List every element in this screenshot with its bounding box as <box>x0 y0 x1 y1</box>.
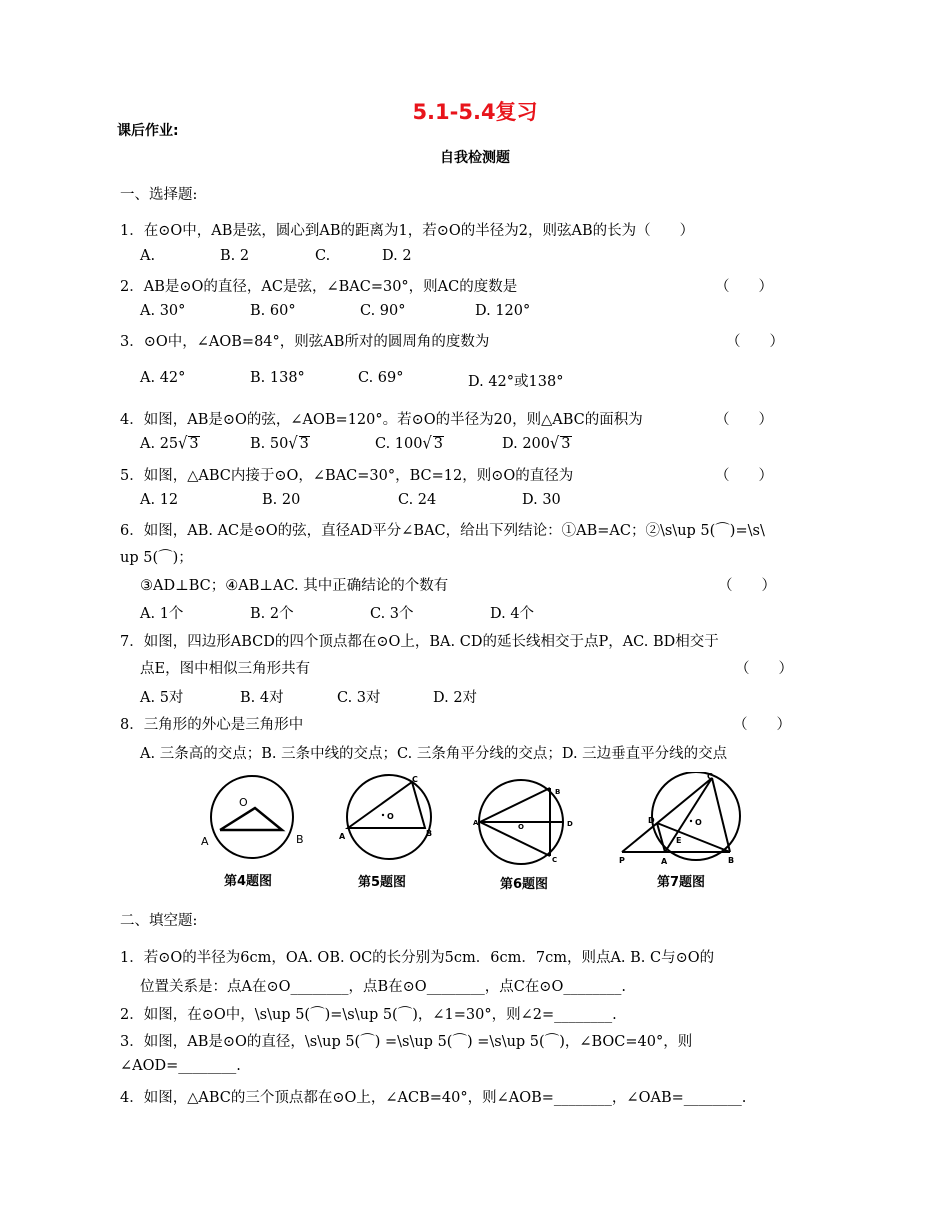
q6-option-c: C. 3个 <box>370 606 414 622</box>
q6-option-b: B. 2个 <box>250 606 294 622</box>
q7-line2: 点E，图中相似三角形共有 <box>140 661 311 677</box>
q8-options: A. 三条高的交点；B. 三条中线的交点；C. 三条角平分线的交点；D. 三边垂直平分线的交点 <box>140 746 728 762</box>
q4-option-b: B. 50√ 3 <box>250 434 309 454</box>
fig4-label-b: B <box>296 833 304 846</box>
figure-4 <box>201 776 304 858</box>
fig6-label-b: B <box>555 788 561 796</box>
q2-option-c: C. 90° <box>360 303 406 319</box>
fig7-label-o: O <box>695 818 702 827</box>
q4-paren: （ ） <box>715 412 773 428</box>
q2-option-b: B. 60° <box>250 303 296 319</box>
fig7-label-c: C <box>707 772 713 781</box>
fig7-caption: 第7题图 <box>657 875 706 890</box>
q3-option-c: C. 69° <box>358 370 404 386</box>
q5-paren: （ ） <box>715 468 773 484</box>
q2-option-d: D. 120° <box>475 303 531 319</box>
q2-paren: （ ） <box>715 279 773 295</box>
q7-option-c: C. 3对 <box>337 690 381 706</box>
q1-option-c: C. <box>315 248 331 264</box>
q4-option-d: D. 200√ 3 <box>502 434 571 454</box>
figures-panel <box>195 772 755 872</box>
fig7-label-e: E <box>676 836 682 845</box>
q1-text: 1．在⊙O中，AB是弦，圆心到AB的距离为1，若⊙O的半径为2，则弦AB的长为（ ） <box>120 223 695 239</box>
fill-q2-text: 2．如图，在⊙O中，\s\up 5(⌒)=\s\up 5(⌒)，∠1=30°，则∠2=________. <box>120 1007 617 1023</box>
q6-line3: ③AD⊥BC；④AB⊥AC. 其中正确结论的个数有 <box>140 578 449 594</box>
fig4-caption: 第4题图 <box>224 874 273 889</box>
fig6-caption: 第6题图 <box>500 877 549 892</box>
page-title: 5.1-5.4复习 <box>412 100 538 124</box>
q8-text: 8．三角形的外心是三角形中 <box>120 717 304 733</box>
q4-option-a: A. 25√ 3 <box>140 434 199 454</box>
homework-label: 课后作业: <box>117 123 179 139</box>
fig6-label-a: A <box>473 819 479 827</box>
figure-7 <box>619 772 740 866</box>
q4-text: 4．如图，AB是⊙O的弦，∠AOB=120°。若⊙O的半径为20，则△ABC的面积为 <box>120 412 643 428</box>
fig4-label-o: O <box>239 796 248 809</box>
fig5-label-o: O <box>387 812 394 821</box>
q7-option-d: D. 2对 <box>433 690 478 706</box>
q5-text: 5．如图，△ABC内接于⊙O，∠BAC=30°，BC=12，则⊙O的直径为 <box>120 468 574 484</box>
fill-q3-line1: 3．如图，AB是⊙O的直径，\s\up 5(⌒) =\s\up 5(⌒) =\s\up 5(⌒)，∠BOC=40°，则 <box>120 1034 693 1050</box>
q7-option-a: A. 5对 <box>140 690 184 706</box>
figure-6 <box>473 780 573 864</box>
fig6-label-o: O <box>518 823 524 831</box>
fig6-label-d: D <box>567 820 573 828</box>
q3-option-b: B. 138° <box>250 370 305 386</box>
q6-paren: （ ） <box>718 578 776 594</box>
q5-option-b: B. 20 <box>262 492 301 508</box>
q6-option-a: A. 1个 <box>140 606 184 622</box>
fig7-label-a: A <box>661 857 668 866</box>
q3-text: 3．⊙O中，∠AOB=84°，则弦AB所对的圆周角的度数为 <box>120 334 490 350</box>
q1-option-b: B. 2 <box>220 248 250 264</box>
fig5-label-b: B <box>426 829 433 838</box>
q5-option-d: D. 30 <box>522 492 561 508</box>
q3-option-d: D. 42°或138° <box>468 374 564 390</box>
q6-line2: up 5(⌒)； <box>120 550 193 566</box>
section1-heading: 一、选择题: <box>120 187 198 203</box>
fill-q3-line2: ∠AOD=________. <box>120 1058 241 1074</box>
q5-option-c: C. 24 <box>398 492 437 508</box>
figure-5 <box>339 775 432 859</box>
q3-option-a: A. 42° <box>140 370 186 386</box>
q1-option-a: A. <box>140 248 156 264</box>
fig5-caption: 第5题图 <box>358 875 407 890</box>
fig4-label-a: A <box>201 835 209 848</box>
q8-paren: （ ） <box>733 717 791 733</box>
fill-q1-line1: 1．若⊙O的半径为6cm，OA. OB. OC的长分别为5cm．6cm．7cm，则点A. B. C与⊙O的 <box>120 950 715 966</box>
q3-paren: （ ） <box>726 334 784 350</box>
q1-option-d: D. 2 <box>382 248 412 264</box>
section2-heading: 二、填空题: <box>120 913 198 929</box>
fig7-label-p: P <box>619 856 625 865</box>
q6-option-d: D. 4个 <box>490 606 535 622</box>
fig5-label-a: A <box>339 832 346 841</box>
q2-option-a: A. 30° <box>140 303 186 319</box>
section-subtitle: 自我检测题 <box>440 150 510 166</box>
fig6-label-c: C <box>552 856 558 864</box>
q2-text: 2．AB是⊙O的直径，AC是弦，∠BAC=30°，则AC的度数是 <box>120 279 518 295</box>
q4-option-c: C. 100√ 3 <box>375 434 443 454</box>
fill-q4-text: 4．如图，△ABC的三个顶点都在⊙O上，∠ACB=40°，则∠AOB=________，∠OAB=________. <box>120 1090 747 1106</box>
fig7-label-b: B <box>728 856 735 865</box>
fig5-label-c: C <box>412 775 418 784</box>
q7-option-b: B. 4对 <box>240 690 284 706</box>
q7-paren: （ ） <box>735 661 793 677</box>
q7-line1: 7．如图，四边形ABCD的四个顶点都在⊙O上，BA. CD的延长线相交于点P，AC. BD相交于 <box>120 634 719 650</box>
fig7-label-d: D <box>648 816 655 825</box>
q6-line1: 6．如图，AB. AC是⊙O的弦，直径AD平分∠BAC，给出下列结论：①AB=AC；②\s\up 5(⌒)=\s\ <box>120 523 765 539</box>
fill-q1-line2: 位置关系是：点A在⊙O________，点B在⊙O________，点C在⊙O________. <box>140 979 626 995</box>
q5-option-a: A. 12 <box>140 492 179 508</box>
